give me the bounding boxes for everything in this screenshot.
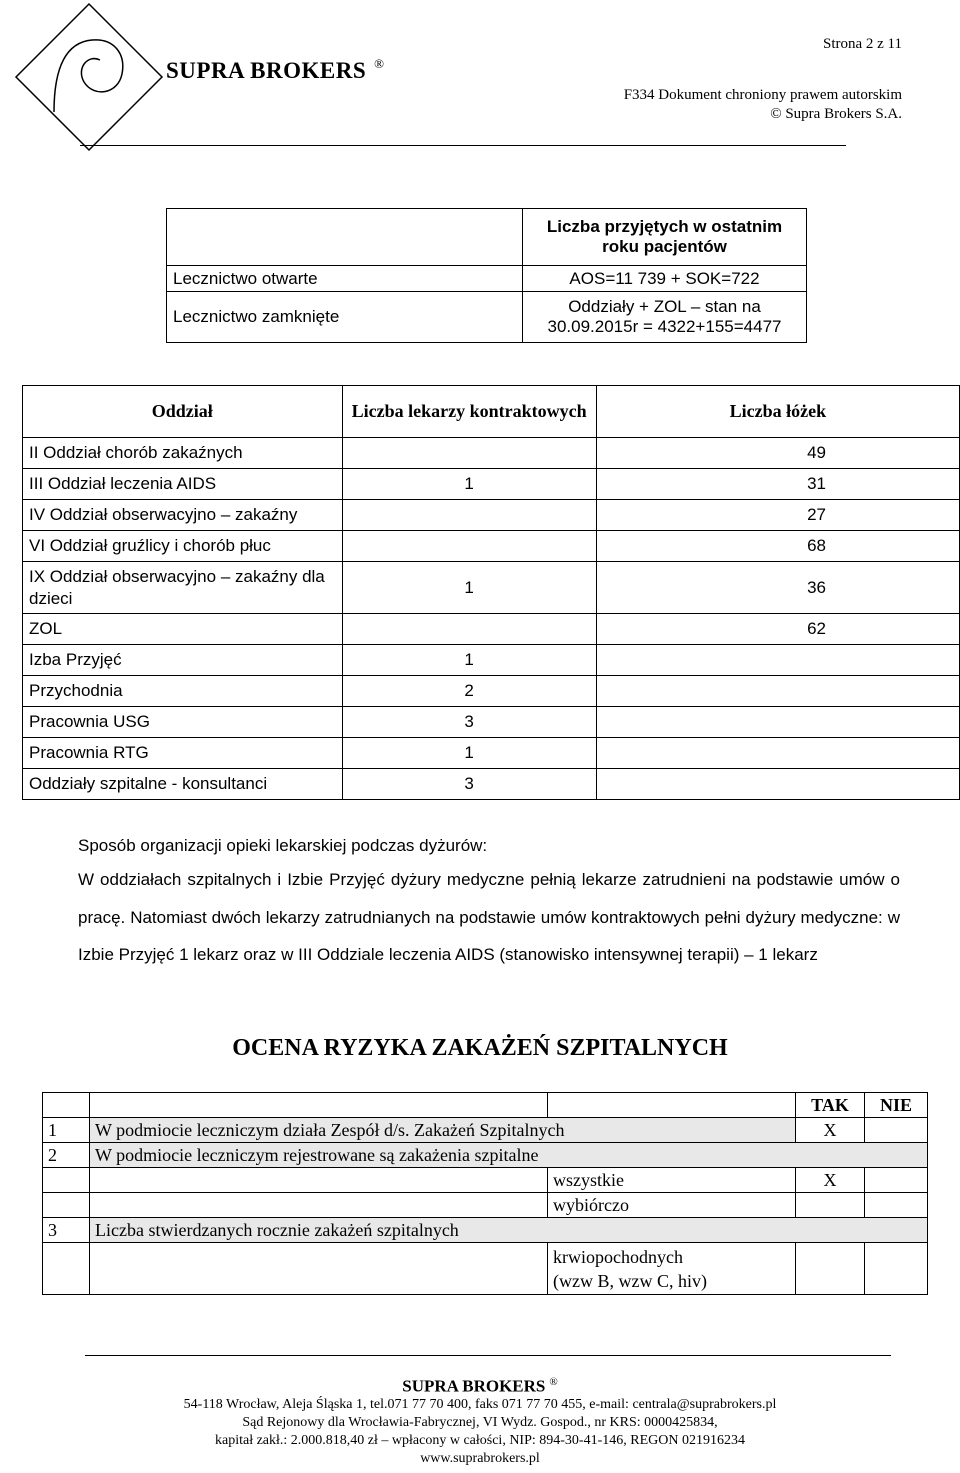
table-cell: VI Oddział gruźlicy i chorób płuc — [23, 531, 343, 562]
table-cell — [90, 1193, 548, 1218]
table-cell — [167, 209, 523, 266]
table-cell: 1 — [342, 562, 596, 614]
table-cell — [90, 1093, 548, 1118]
supra-brokers-logo — [14, 2, 164, 152]
table-cell — [796, 1243, 865, 1295]
table-cell — [548, 1093, 796, 1118]
table-cell — [90, 1243, 548, 1295]
footer-capital: kapitał zakł.: 2.000.818,40 zł – wpłacony w całości, NIP: 894-30-41-146, REGON 021916234 — [215, 1432, 745, 1448]
table-cell: 49 — [596, 438, 959, 469]
table-cell: 62 — [596, 614, 959, 645]
table-cell: II Oddział chorób zakaźnych — [23, 438, 343, 469]
footer-address: 54-118 Wrocław, Aleja Śląska 1, tel.071 77 70 400, faks 071 77 70 455, e-mail: centrala@suprabrokers.pl — [183, 1396, 777, 1412]
table-cell: Lecznictwo zamknięte — [167, 292, 523, 343]
table-cell: 3 — [342, 769, 596, 800]
table-cell — [796, 1193, 865, 1218]
doc-id-line: F334 Dokument chroniony prawem autorskim — [623, 87, 902, 103]
table-cell: IV Oddział obserwacyjno – zakaźny — [23, 500, 343, 531]
brand-name: SUPRA BROKERS ® — [166, 56, 385, 83]
option-line: krwiopochodnych — [553, 1246, 683, 1267]
header-divider — [80, 145, 846, 146]
row-number: 3 — [43, 1218, 90, 1243]
table-cell: 3 — [342, 707, 596, 738]
column-header-department: Oddział — [23, 386, 343, 438]
table-cell — [596, 645, 959, 676]
row-number: 2 — [43, 1143, 90, 1168]
column-header-doctors: Liczba lekarzy kontraktowych — [342, 386, 596, 438]
risk-table — [42, 1092, 928, 1295]
table-cell: 31 — [596, 469, 959, 500]
footer-website: www.suprabrokers.pl — [420, 1450, 540, 1466]
copyright-note — [624, 86, 902, 124]
table-cell: 1 — [342, 469, 596, 500]
table-cell: 68 — [596, 531, 959, 562]
admissions-header: Liczba przyjętych w ostatnim roku pacjentów — [523, 209, 807, 266]
table-cell — [43, 1243, 90, 1295]
page-number: Strona 2 z 11 — [822, 36, 902, 52]
footer — [0, 1373, 960, 1468]
table-cell — [90, 1168, 548, 1193]
table-cell: Lecznictwo otwarte — [167, 266, 523, 292]
admissions-table — [166, 208, 807, 343]
footer-brand: SUPRA BROKERS ® — [402, 1376, 558, 1396]
copyright-line: © Supra Brokers S.A. — [770, 106, 902, 122]
departments-table — [22, 385, 960, 800]
column-header-yes: TAK — [796, 1093, 865, 1118]
answer-mark: X — [796, 1118, 865, 1143]
option-label: wszystkie — [548, 1168, 796, 1193]
table-cell: Przychodnia — [23, 676, 343, 707]
answer-mark: X — [796, 1168, 865, 1193]
table-cell — [342, 531, 596, 562]
row-number: 1 — [43, 1118, 90, 1143]
table-cell — [342, 500, 596, 531]
cell-line: 30.09.2015r = 4322+155=4477 — [547, 317, 782, 336]
table-cell: Pracownia RTG — [23, 738, 343, 769]
table-cell — [596, 769, 959, 800]
table-cell: IX Oddział obserwacyjno – zakaźny dla dzieci — [23, 562, 343, 614]
table-cell: 36 — [596, 562, 959, 614]
table-cell — [596, 707, 959, 738]
table-cell: 27 — [596, 500, 959, 531]
section-title: OCENA RYZYKA ZAKAŻEŃ SZPITALNYCH — [232, 1035, 728, 1061]
table-cell — [342, 614, 596, 645]
table-cell — [865, 1118, 928, 1143]
table-cell: 1 — [342, 645, 596, 676]
duty-paragraph: W oddziałach szpitalnych i Izbie Przyjęć dyżury medyczne pełnią lekarze zatrudnieni na podstawie umów o pracę. Natomiast dwóch lekarzy zatrudnianych na podstawie umów kontraktowych pełni dyżury medyczne: w Izbie Przyjęć 1 lekarz oraz w III Oddziale leczenia AIDS (stanowisko intensywnej terapii) – 1 lekarz — [78, 870, 900, 964]
question-text: W podmiocie leczniczym działa Zespół d/s. Zakażeń Szpitalnych — [90, 1118, 796, 1143]
footer-court: Sąd Rejonowy dla Wrocławia-Fabrycznej, VI Wydz. Gospod., nr KRS: 0000425834, — [242, 1414, 718, 1430]
question-text: Liczba stwierdzanych rocznie zakażeń szpitalnych — [90, 1218, 928, 1243]
footer-divider — [85, 1355, 891, 1356]
table-cell: AOS=11 739 + SOK=722 — [523, 266, 807, 292]
duty-heading: Sposób organizacji opieki lekarskiej podczas dyżurów: — [78, 836, 488, 855]
table-cell: III Oddział leczenia AIDS — [23, 469, 343, 500]
table-cell — [43, 1193, 90, 1218]
table-cell: 1 — [342, 738, 596, 769]
table-cell: Pracownia USG — [23, 707, 343, 738]
option-line: (wzw B, wzw C, hiv) — [553, 1270, 707, 1291]
table-cell — [342, 438, 596, 469]
question-text: W podmiocie leczniczym rejestrowane są zakażenia szpitalne — [90, 1143, 928, 1168]
table-cell — [596, 738, 959, 769]
table-cell — [43, 1168, 90, 1193]
table-cell — [865, 1243, 928, 1295]
option-label — [548, 1243, 796, 1295]
table-cell: ZOL — [23, 614, 343, 645]
table-cell — [43, 1093, 90, 1118]
table-cell — [523, 292, 807, 343]
option-label: wybiórczo — [548, 1193, 796, 1218]
table-cell: 2 — [342, 676, 596, 707]
table-cell — [865, 1193, 928, 1218]
table-cell — [865, 1168, 928, 1193]
column-header-beds: Liczba łóżek — [596, 386, 959, 438]
cell-line: Oddziały + ZOL – stan na — [568, 297, 761, 316]
table-cell: Oddziały szpitalne - konsultanci — [23, 769, 343, 800]
table-cell: Izba Przyjęć — [23, 645, 343, 676]
table-cell — [596, 676, 959, 707]
column-header-no: NIE — [865, 1093, 928, 1118]
